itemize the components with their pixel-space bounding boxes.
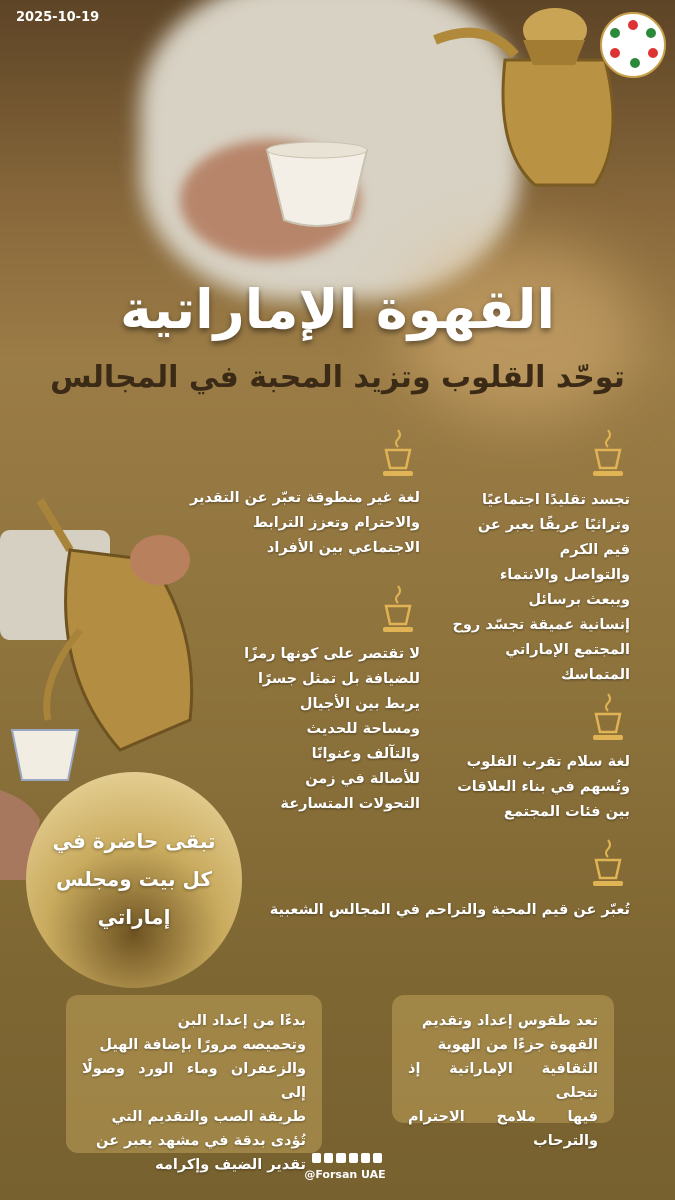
facebook-icon[interactable] [349,1153,358,1163]
social-handle[interactable]: @Forsan UAE [304,1168,386,1181]
text-block-love: تُعبّر عن قيم المحبة والتراحم في المجالس الشعبية [269,902,630,918]
highlight-circle-text: تبقى حاضرة في كل بيت ومجلس إماراتي [52,829,216,929]
instagram-icon[interactable] [361,1153,370,1163]
coffee-cup-illustration [262,140,372,230]
page-subtitle: توحّد القلوب وتزيد المحبة في المجالس [50,360,625,395]
forsan-logo [600,12,666,78]
date-label: 2025-10-19 [16,10,100,25]
text-block-language: لغة غير منطوقة تعبّر عن التقدير والاحترام وتعزز الترابط الاجتماعي بين الأفراد [189,490,420,556]
dallah-pot-top [425,0,625,190]
coffee-cup-icon [590,838,626,890]
text-block-tradition: تجسد تقليدًا اجتماعيًا وتراثيًا عريقًا يعبر عن قيم الكرم والتواصل والانتماء ويبعث برسائل إنسانية عميقة تجسّد روح المجتمع الإماراتي المتماسك [452,492,630,683]
page-title: القهوة الإماراتية [120,278,555,341]
card-preparation: بدءًا من إعداد البن وتحميصه مرورًا بإضافة الهيل والزعفران وماء الورد وصولًا إلى طريقة الصب والتقديم التي تُؤدى بدقة في مشهد يعبر عن تقدير الضيف وإكرامه [66,995,322,1153]
text-block-bridge: لا تقتصر على كونها رمزًا للضيافة بل تمثل جسرًا يربط بين الأجيال ومساحة للحديث والتآلف وعنوانًا للأصالة في زمن التحولات المتسارعة [244,646,420,812]
card-rituals: تعد طقوس إعداد وتقديم القهوة جزءًا من الهوية الثقافية الإماراتية إذ تتجلى فيها ملامح الاحترام والترحاب [392,995,614,1123]
tiktok-icon[interactable] [324,1153,333,1163]
coffee-cup-icon [590,428,626,480]
coffee-cup-icon [590,692,626,744]
coffee-cup-icon [380,584,416,636]
social-icons [312,1153,382,1165]
youtube-icon[interactable] [312,1153,321,1163]
x-icon[interactable] [336,1153,345,1163]
text-block-peace: لغة سلام تقرب القلوب وتُسهم في بناء العلاقات بين فئات المجتمع [457,754,630,820]
snapchat-icon[interactable] [373,1153,382,1163]
coffee-cup-icon [380,428,416,480]
